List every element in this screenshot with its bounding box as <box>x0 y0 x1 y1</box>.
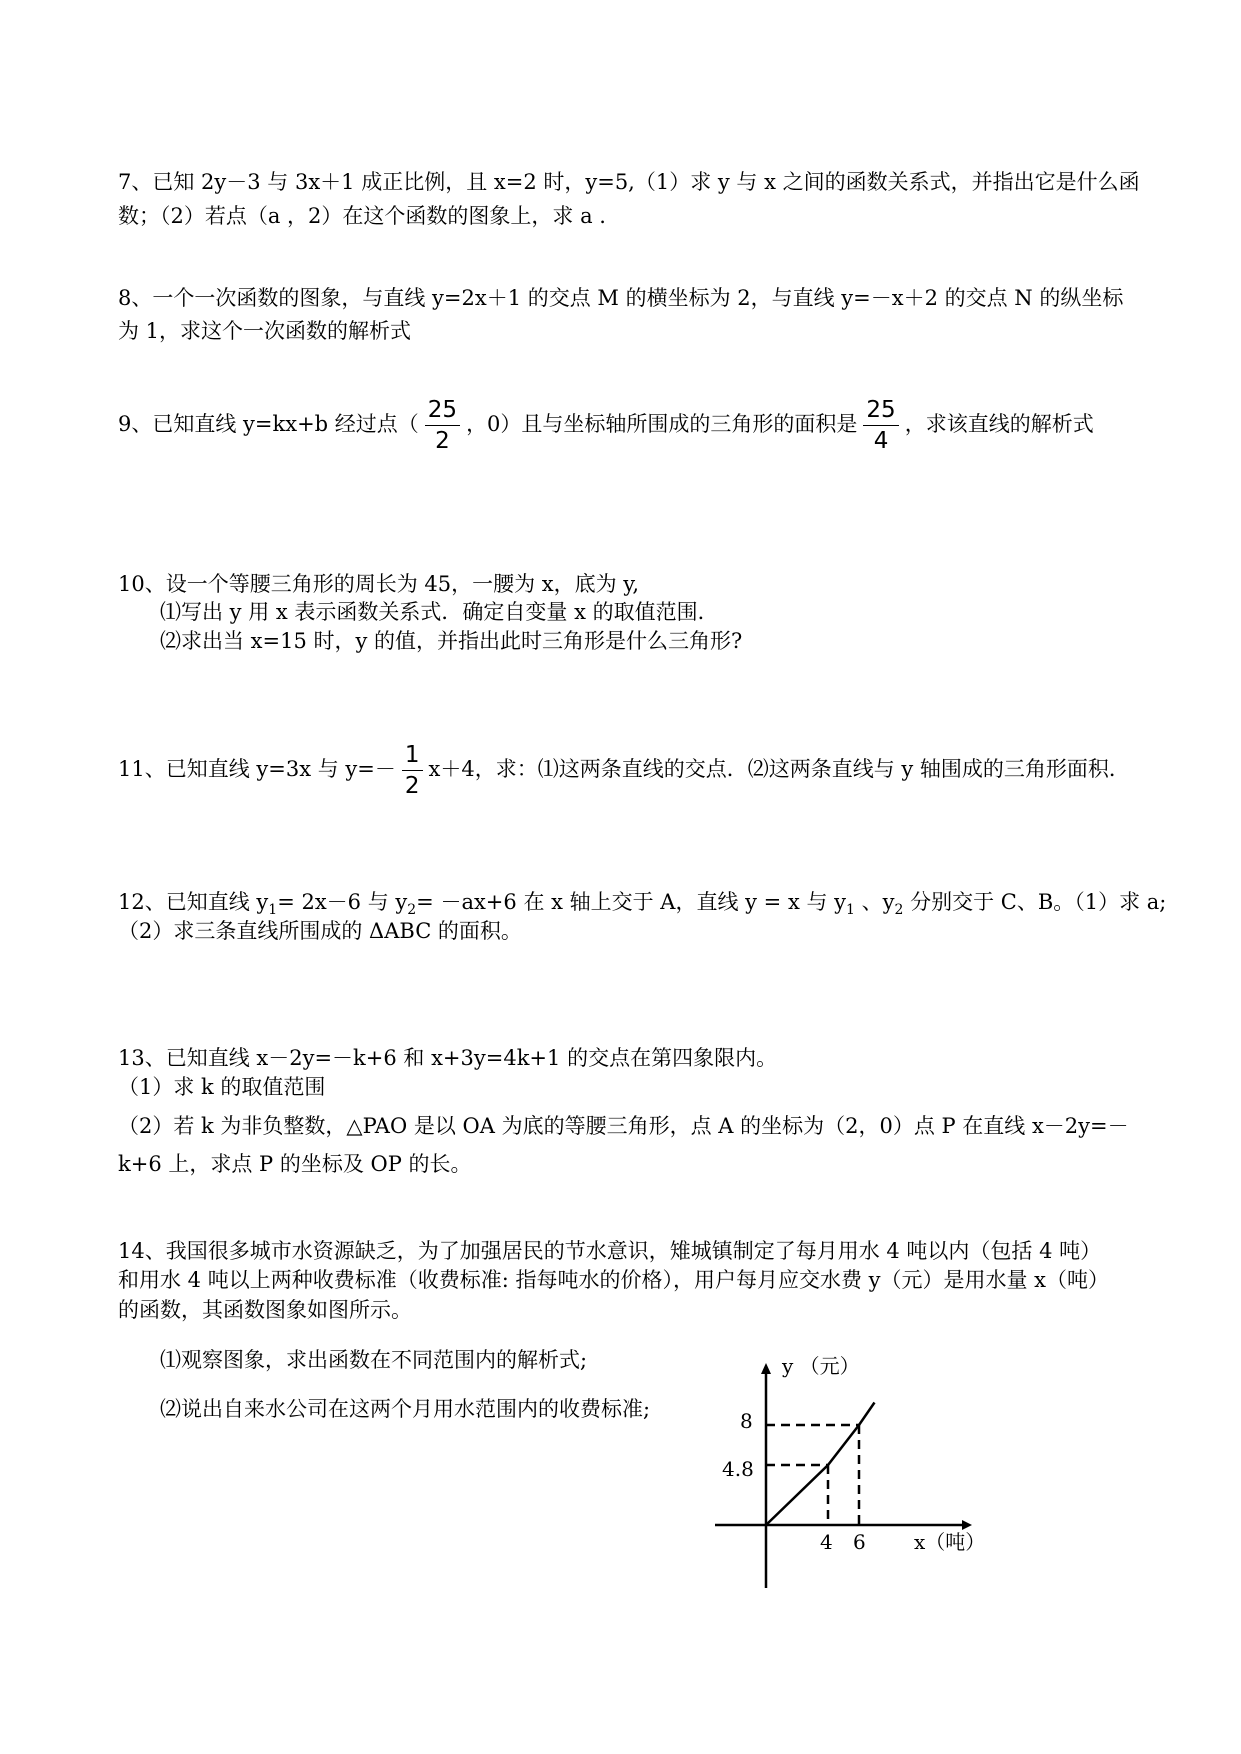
q12-subscript-2: 2 <box>407 902 417 919</box>
q7-line-2: 数；（2）若点（a ，2）在这个函数的图象上，求 a . <box>118 204 606 228</box>
x-axis-label: x（吨） <box>914 1530 986 1554</box>
q10-line-1: 10、设一个等腰三角形的周长为 45，一腰为 x，底为 y, <box>118 572 640 596</box>
q12-subscript-4: 2 <box>894 902 904 919</box>
q12-text-e: 分别交于 C、B。（1）求 a; <box>903 890 1167 914</box>
q9-line <box>118 392 1094 456</box>
q9-fraction-2-denominator: 4 <box>873 428 889 454</box>
y-tick-label-8: 8 <box>740 1409 753 1433</box>
q11-fraction-denominator: 2 <box>404 773 420 799</box>
x-tick-label-4: 4 <box>820 1530 833 1554</box>
q8-line-2: 为 1，求这个一次函数的解析式 <box>118 319 412 343</box>
q12-text-b: = 2x－6 与 y <box>277 890 408 914</box>
y-axis-label: y （元） <box>782 1354 860 1378</box>
q13-line-2: （1）求 k 的取值范围 <box>118 1075 326 1099</box>
q14-part-1: ⑴观察图象，求出函数在不同范围内的解析式; <box>160 1348 588 1372</box>
x-axis-arrow-icon <box>962 1520 972 1530</box>
q11-text-a: 11、已知直线 y=3x 与 y=－ <box>118 757 396 781</box>
q14-line-3: 的函数，其函数图象如图所示。 <box>118 1298 412 1322</box>
q12-subscript-3: 1 <box>846 902 855 919</box>
q11-fraction-numerator: 1 <box>402 740 423 771</box>
q13-line-3: （2）若 k 为非负整数，△PAO 是以 OA 为底的等腰三角形，点 A 的坐标为（2，0）点 P 在直线 x－2y=－ <box>118 1114 1129 1138</box>
q12-text-a: 12、已知直线 y <box>118 890 269 914</box>
water-fee-graph <box>700 1354 1000 1600</box>
q9-fraction-1-numerator: 25 <box>425 395 460 426</box>
q11-text-b: x＋4，求：⑴这两条直线的交点．⑵这两条直线与 y 轴围成的三角形面积． <box>428 757 1130 781</box>
q12-subscript-1: 1 <box>268 902 278 919</box>
q8-line-1: 8、一个一次函数的图象，与直线 y=2x＋1 的交点 M 的横坐标为 2，与直线 y=－x＋2 的交点 N 的纵坐标 <box>118 286 1124 310</box>
q10-part-1: ⑴写出 y 用 x 表示函数关系式．确定自变量 x 的取值范围． <box>160 600 719 624</box>
q7-line-1: 7、已知 2y－3 与 3x＋1 成正比例，且 x=2 时，y=5,（1）求 y 与 x 之间的函数关系式，并指出它是什么函 <box>118 170 1140 194</box>
q14-part-2: ⑵说出自来水公司在这两个月用水范围内的收费标准; <box>160 1397 651 1421</box>
q9-fraction-1 <box>425 395 460 456</box>
q9-fraction-2 <box>863 395 898 456</box>
y-tick-label-4.8: 4.8 <box>722 1457 754 1481</box>
y-axis-arrow-icon <box>761 1363 771 1374</box>
q9-fraction-2-numerator: 25 <box>863 395 898 426</box>
q12-text-c: = －ax+6 在 x 轴上交于 A，直线 y = x 与 y <box>416 890 847 914</box>
q9-text-b: ，0）且与坐标轴所围成的三角形的面积是 <box>466 412 858 436</box>
q11-line <box>118 737 1130 801</box>
q13-line-4: k+6 上，求点 P 的坐标及 OP 的长。 <box>118 1152 472 1176</box>
q11-fraction <box>402 740 423 801</box>
q9-text-c: ，求该直线的解析式 <box>904 412 1094 436</box>
q12-line-2: （2）求三条直线所围成的 ΔABC 的面积。 <box>118 919 522 943</box>
q13-line-1: 13、已知直线 x－2y=－k+6 和 x+3y=4k+1 的交点在第四象限内。 <box>118 1046 778 1070</box>
q14-line-1: 14、我国很多城市水资源缺乏，为了加强居民的节水意识，雉城镇制定了每月用水 4 吨以内（包括 4 吨） <box>118 1239 1102 1263</box>
q9-fraction-1-denominator: 2 <box>435 428 450 454</box>
q12-text-d: 、y <box>854 890 895 914</box>
q14-line-2: 和用水 4 吨以上两种收费标准（收费标准: 指每吨水的价格），用户每月应交水费 y（元）是用水量 x（吨） <box>118 1268 1110 1292</box>
q10-part-2: ⑵求出当 x=15 时，y 的值，并指出此时三角形是什么三角形? <box>160 629 743 653</box>
x-tick-label-6: 6 <box>853 1530 866 1554</box>
q9-text-a: 9、已知直线 y=kx+b 经过点（ <box>118 412 419 436</box>
